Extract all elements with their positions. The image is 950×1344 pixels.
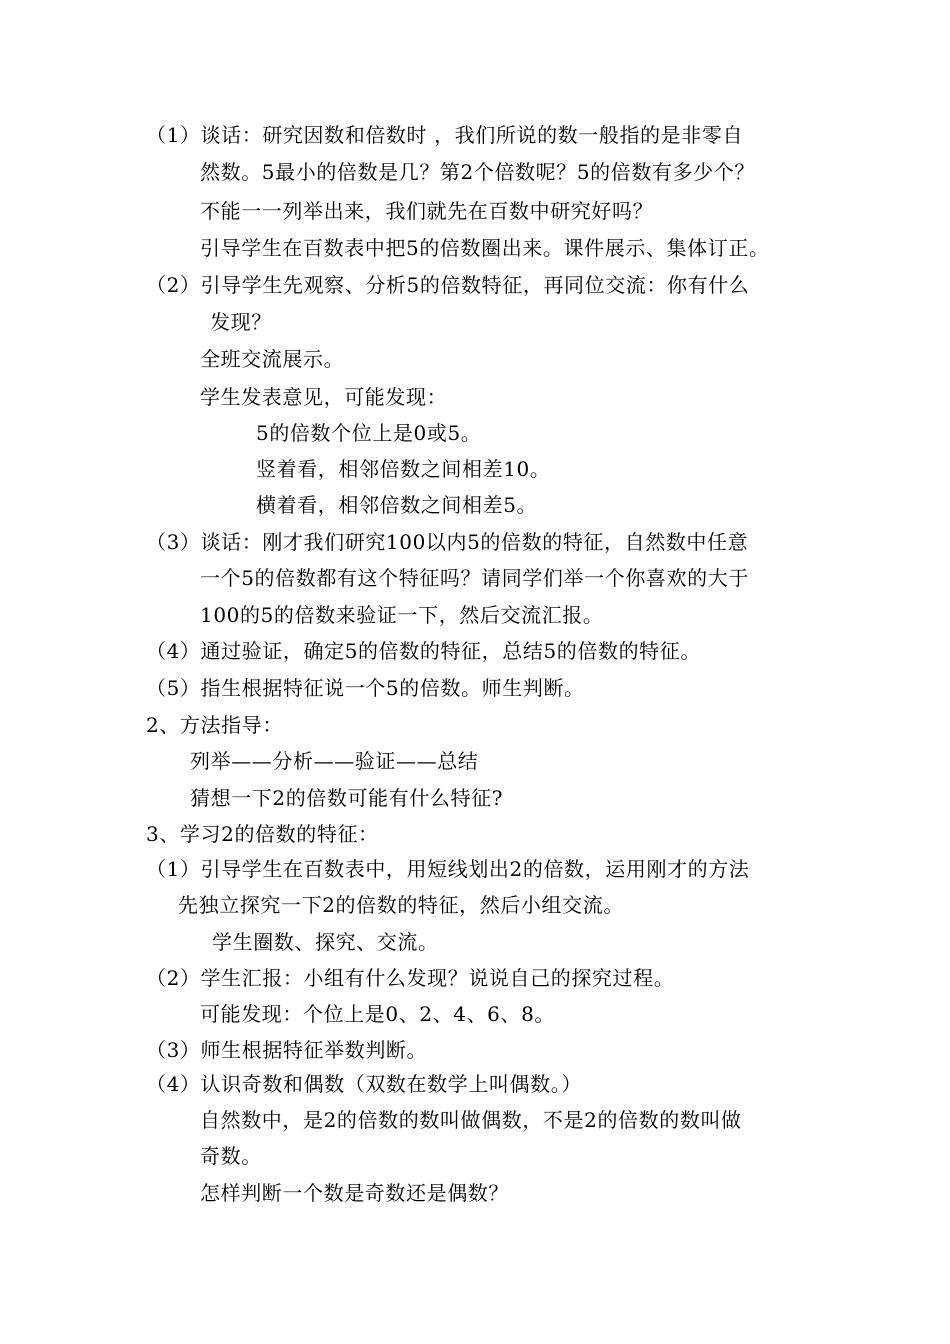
text-line-15: （4）通过验证，确定5的倍数的特征，总结5的倍数的特征。 [146, 639, 701, 663]
text-line-14: 100的5的倍数来验证一下，然后交流汇报。 [200, 603, 604, 627]
text-line-3: 不能一一列举出来，我们就先在百数中研究好吗？ [200, 199, 654, 223]
text-line-28: 自然数中，是2的倍数的数叫做偶数，不是2的倍数的数叫做 [200, 1108, 742, 1132]
text-line-30: 怎样判断一个数是奇数还是偶数？ [200, 1181, 509, 1205]
text-line-16: （5）指生根据特征说一个5的倍数。师生判断。 [146, 676, 585, 700]
text-line-19: 猜想一下2的倍数可能有什么特征? [190, 786, 504, 810]
text-line-17: 2、方法指导： [146, 713, 283, 737]
text-line-26: （3）师生根据特征举数判断。 [146, 1038, 428, 1062]
text-line-7: 全班交流展示。 [200, 347, 345, 371]
text-line-13: 一个5的倍数都有这个特征吗？请同学们举一个你喜欢的大于 [200, 566, 749, 590]
text-line-5: （2）引导学生先观察、分析5的倍数特征，再同位交流：你有什么 [146, 273, 750, 297]
text-line-27: （4）认识奇数和偶数（双数在数学上叫偶数。） [146, 1072, 582, 1096]
text-line-20: 3、学习2的倍数的特征： [146, 822, 379, 846]
text-line-6: 发现？ [210, 310, 272, 334]
text-line-18: 列举——分析——验证——总结 [190, 749, 479, 773]
text-line-24: （2）学生汇报：小组有什么发现？说说自己的探究过程。 [146, 966, 675, 990]
text-line-9: 5的倍数个位上是0或5。 [256, 421, 482, 445]
text-line-25: 可能发现：个位上是0、2、4、6、8。 [200, 1002, 556, 1026]
text-line-22: 先独立探究一下2的倍数的特征，然后小组交流。 [178, 893, 624, 917]
text-line-29: 奇数。 [200, 1144, 262, 1168]
text-line-2: 然数。5最小的倍数是几？第2个倍数呢？5的倍数有多少个？ [200, 160, 755, 184]
text-line-21: （1）引导学生在百数表中，用短线划出2的倍数，运用刚才的方法 [146, 857, 750, 881]
text-line-4: 引导学生在百数表中把5的倍数圈出来。课件展示、集体订正。 [200, 236, 770, 260]
text-line-10: 竖着看，相邻倍数之间相差10。 [256, 457, 551, 481]
text-line-12: （3）谈话：刚才我们研究100以内5的倍数的特征，自然数中任意 [146, 530, 749, 554]
text-line-8: 学生发表意见，可能发现： [200, 385, 448, 409]
text-line-11: 横着看，相邻倍数之间相差5。 [256, 493, 538, 517]
text-line-23: 学生圈数、探究、交流。 [212, 930, 439, 954]
text-line-1: （1）谈话：研究因数和倍数时 ，我们所说的数一般指的是非零自 [146, 123, 744, 147]
